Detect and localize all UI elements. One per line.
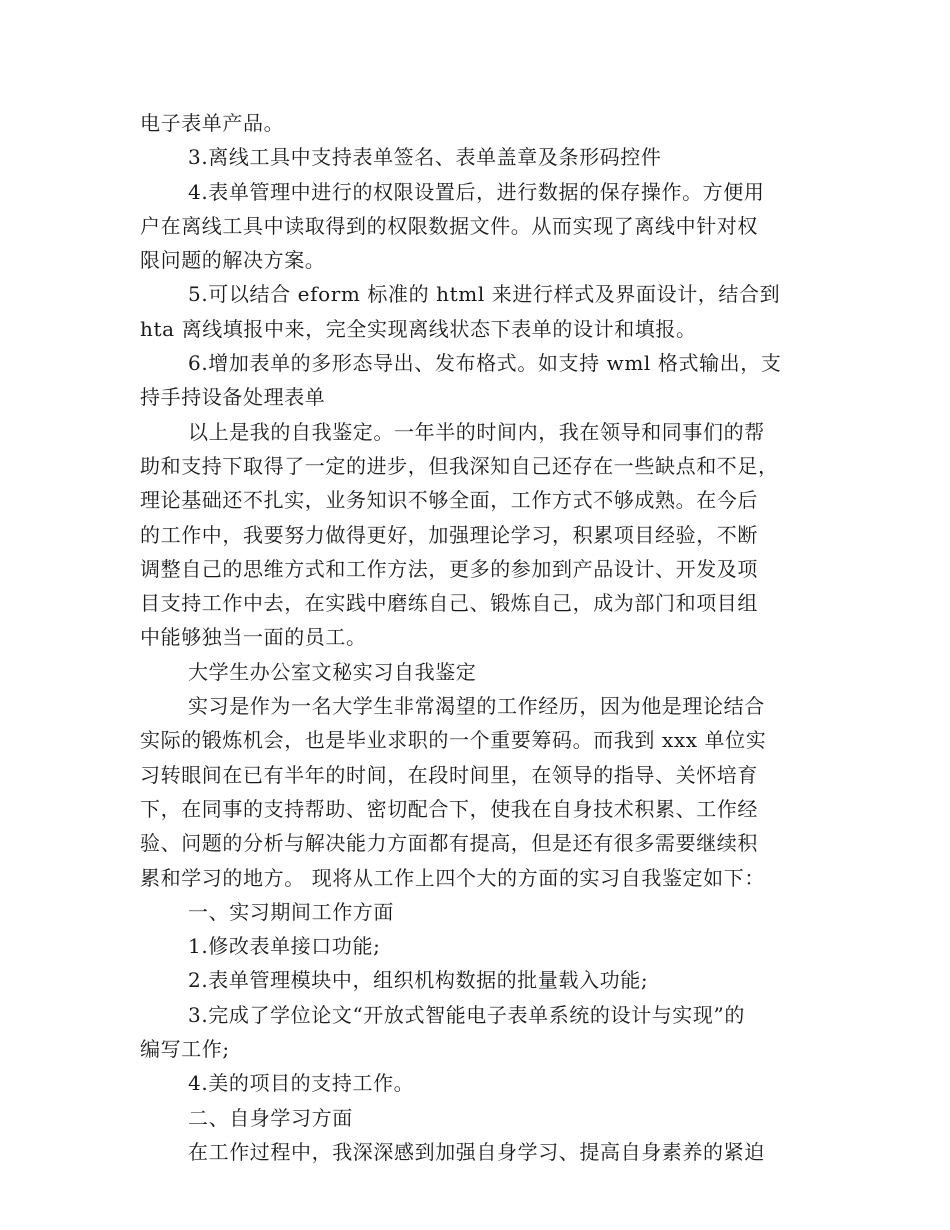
text-line: hta 离线填报中来，完全实现离线状态下表单的设计和填报。 <box>140 316 697 341</box>
text-line: 累和学习的地方。 现将从工作上四个大的方面的实习自我鉴定如下： <box>140 865 765 890</box>
text-line: 持手持设备处理表单 <box>140 385 326 410</box>
text-line: 3.完成了学位论文“开放式智能电子表单系统的设计与实现”的 <box>188 1002 745 1027</box>
text-line: 的工作中，我要努力做得更好，加强理论学习，积累项目经验，不断 <box>140 522 758 547</box>
text-line: 理论基础还不扎实，业务知识不够全面，工作方式不够成熟。在今后 <box>140 488 758 513</box>
text-line: 3.离线工具中支持表单签名、表单盖章及条形码控件 <box>188 145 662 170</box>
text-line: 大学生办公室文秘实习自我鉴定 <box>188 659 477 684</box>
text-line: 实习是作为一名大学生非常渴望的工作经历，因为他是理论结合 <box>188 694 765 719</box>
text-line: 习转眼间在已有半年的时间，在段时间里，在领导的指导、关怀培育 <box>140 762 758 787</box>
text-line: 一、实习期间工作方面 <box>188 899 394 924</box>
text-line: 下，在同事的支持帮助、密切配合下，使我在自身技术积累、工作经 <box>140 796 758 821</box>
text-line: 目支持工作中去，在实践中磨练自己、锻炼自己，成为部门和项目组 <box>140 591 758 616</box>
text-line: 2.表单管理模块中，组织机构数据的批量载入功能; <box>188 968 649 993</box>
document-body <box>140 106 805 1169</box>
text-line: 在工作过程中，我深深感到加强自身学习、提高自身素养的紧迫 <box>188 1139 765 1164</box>
text-line: 1.修改表单接口功能; <box>188 934 381 959</box>
text-line: 实际的锻炼机会，也是毕业求职的一个重要筹码。而我到 xxx 单位实 <box>140 728 767 753</box>
text-line: 4.表单管理中进行的权限设置后，进行数据的保存操作。方便用 <box>188 179 765 204</box>
text-line: 编写工作; <box>140 1037 230 1062</box>
text-line: 调整自己的思维方式和工作方法，更多的参加到产品设计、开发及项 <box>140 556 758 581</box>
text-line: 5.可以结合 eform 标准的 html 来进行样式及界面设计，结合到 <box>188 282 781 307</box>
text-line: 中能够独当一面的员工。 <box>140 625 367 650</box>
text-line: 户在离线工具中读取得到的权限数据文件。从而实现了离线中针对权 <box>140 213 758 238</box>
text-line: 以上是我的自我鉴定。一年半的时间内，我在领导和同事们的帮 <box>188 419 765 444</box>
text-line: 6.增加表单的多形态导出、发布格式。如支持 wml 格式输出，支 <box>188 351 782 376</box>
text-line: 二、自身学习方面 <box>188 1105 353 1130</box>
text-line: 验、问题的分析与解决能力方面都有提高，但是还有很多需要继续积 <box>140 831 758 856</box>
text-line: 限问题的解决方案。 <box>140 248 326 273</box>
text-line: 4.美的项目的支持工作。 <box>188 1071 415 1096</box>
text-line: 助和支持下取得了一定的进步，但我深知自己还存在一些缺点和不足， <box>140 453 779 478</box>
text-line: 电子表单产品。 <box>140 111 285 135</box>
